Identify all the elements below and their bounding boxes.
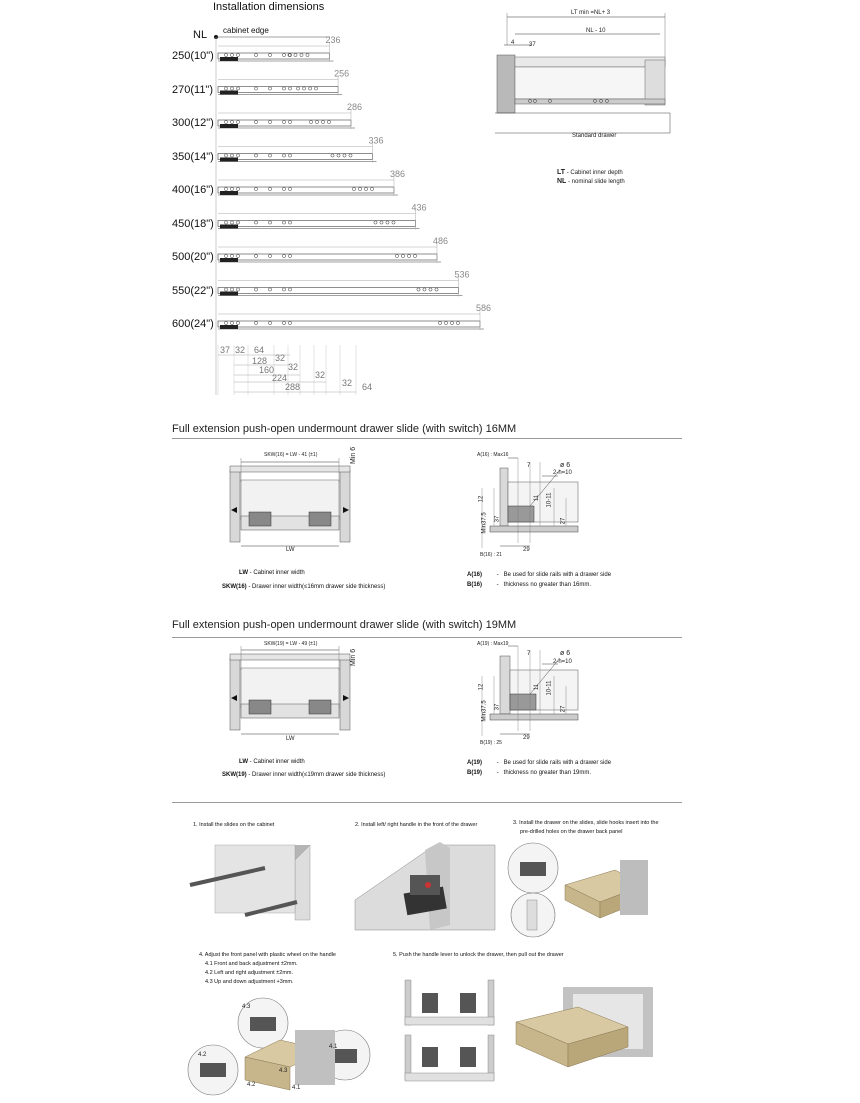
slide-size-label: 250(10") (172, 50, 214, 62)
step-5-pull-out (508, 982, 658, 1077)
slide-length-label: 386 (389, 169, 406, 179)
dim-7-19: 7 (527, 651, 531, 657)
slide-length-label: 586 (475, 303, 492, 313)
holes-16: 2-h=10 (553, 470, 572, 476)
dim-37-16: 37 (494, 515, 501, 523)
slide-row (218, 69, 349, 96)
dim-label: 32 (235, 345, 246, 355)
step-1-illustration (185, 840, 325, 935)
dim-12-16: 12 (478, 495, 485, 503)
dim-29-19: 29 (523, 735, 530, 741)
skw16-formula: SKW(16) = LW - 41 (±1) (264, 452, 318, 458)
slide-row (218, 102, 362, 129)
caption-lw-16: LW - Cabinet inner width (239, 570, 305, 576)
dim-4: 4 (511, 40, 515, 46)
adj-41-label: 4.1 (329, 1044, 338, 1050)
dim-label: 288 (285, 382, 301, 392)
slide-size-label: 350(14") (172, 150, 214, 163)
holes-19: 2-h=10 (553, 659, 572, 665)
step-2-text: 2. Install left/ right handle in the front of the drawer (355, 822, 478, 828)
legend-lt: LT - Cabinet inner depth (557, 169, 623, 176)
phi6-19: ø 6 (560, 650, 571, 657)
caption-skw-19: SKW(19) - Drawer inner width(≤19mm drawer side thickness) (222, 772, 386, 778)
slide-size-label: 400(16") (172, 184, 214, 196)
caption-lw-19: LW - Cabinet inner width (239, 759, 305, 765)
step-5-front-views (400, 975, 500, 1085)
dim-1011-19: 10-11 (546, 680, 553, 696)
a16-max: A(16) : Max16 (477, 452, 509, 458)
step-4-3-text: 4.3 Up and down adjustment +3mm. (205, 979, 294, 985)
step-4-text: 4. Adjust the front panel with plastic wheel on the handle (199, 952, 336, 958)
slide-size-label: 270(11") (172, 83, 214, 96)
adj-41b-label: 4.1 (292, 1085, 301, 1091)
adj-43-label: 4.3 (242, 1004, 251, 1010)
slide-row (218, 35, 341, 62)
dim-label: 64 (254, 345, 265, 355)
adj-43b-label: 4.3 (279, 1068, 288, 1074)
lw-19: LW (286, 736, 295, 742)
slide-length-label: 286 (346, 102, 363, 112)
dim-37: 37 (529, 42, 536, 48)
step-3-text-a: 3. Install the drawer on the slides, slide hooks insert into the (513, 820, 659, 826)
slide-row (218, 136, 384, 163)
slide-row (218, 203, 427, 230)
dim-label: 64 (362, 382, 373, 392)
slide-length-label: 256 (334, 68, 350, 79)
b19: B(19) : 25 (480, 740, 502, 746)
divider (172, 637, 682, 638)
note-a16: A(16) - Be used for slide rails with a drawer side (467, 572, 612, 578)
dim-27-19: 27 (560, 705, 567, 713)
slide-rail (218, 187, 394, 193)
adj-42b-label: 4.2 (247, 1082, 256, 1088)
nl-10-label: NL - 10 (586, 28, 606, 34)
slide-length-label: 486 (432, 236, 449, 246)
caption-skw-16: SKW(16) - Drawer inner width(≤16mm drawer side thickness) (222, 584, 386, 590)
dim-12-19: 12 (478, 683, 485, 691)
step-4-illustration (185, 995, 375, 1100)
lw-16: LW (286, 547, 295, 553)
dim-7-16: 7 (527, 463, 531, 469)
min6-19: Min 6 (350, 648, 357, 666)
installation-dimensions-drawing (0, 0, 500, 400)
nl-label: NL (193, 29, 208, 41)
slide-row (218, 270, 470, 297)
dim-1011-16: 10-11 (546, 492, 553, 508)
dim-29-16: 29 (523, 547, 530, 553)
cabinet-edge-label: cabinet edge (223, 26, 269, 35)
section-16mm-title: Full extension push-open undermount drawer slide (with switch) 16MM (172, 423, 517, 435)
dim-27-16: 27 (560, 517, 567, 525)
note-b19: B(19) - thickness no greater than 19mm. (467, 770, 592, 776)
step-2-illustration (350, 840, 500, 935)
slide-length-label: 336 (368, 135, 384, 146)
note-a19: A(19) - Be used for slide rails with a drawer side (467, 760, 612, 766)
adj-42-label: 4.2 (198, 1052, 207, 1058)
dim-min375-19: Min37.5 (481, 700, 488, 722)
slide-rail (218, 288, 458, 294)
phi6-16: ø 6 (560, 462, 571, 469)
dim-37-19: 37 (494, 703, 501, 711)
install-title: Installation dimensions (213, 1, 325, 13)
dim-label: 37 (220, 345, 231, 355)
slide-size-label: 600(24") (172, 318, 214, 330)
slide-row (218, 303, 491, 330)
slide-size-label: 300(12") (172, 117, 214, 129)
lt-label: LT min =NL+ 3 (571, 10, 611, 16)
front-view-16mm (225, 452, 365, 564)
dim-label: 32 (342, 378, 353, 388)
note-b16: B(16) - thickness no greater than 16mm. (467, 582, 592, 588)
slide-length-label: 236 (325, 35, 341, 45)
a19-max: A(19) : Max19 (477, 641, 509, 647)
divider (172, 802, 682, 803)
dim-label: 32 (275, 353, 286, 363)
step-4-1-text: 4.1 Front and back adjustment ±2mm. (205, 961, 298, 967)
dim-11-16: 11 (534, 494, 541, 502)
b16: B(16) : 21 (480, 552, 502, 558)
drawer-caption: Standard drawer (572, 133, 617, 139)
slide-size-label: 500(20") (172, 251, 214, 263)
step-4-2-text: 4.2 Left and right adjustment ±2mm. (205, 970, 294, 976)
slide-row (218, 169, 405, 196)
dim-label: 160 (259, 365, 275, 375)
slide-length-label: 536 (454, 269, 470, 280)
step-3-text-b: pre-drilled holes on the drawer back panel (520, 829, 623, 835)
slide-size-label: 450(18") (172, 217, 214, 230)
skw19-formula: SKW(19) = LW - 49 (±1) (264, 641, 318, 647)
slide-rail (218, 221, 415, 227)
legend-nl: NL - nominal slide length (557, 178, 625, 185)
slide-row (218, 236, 448, 263)
step-5-text: 5. Push the handle lever to unlock the drawer, then pull out the drawer (393, 952, 564, 958)
step-3-illustration (505, 840, 655, 940)
standard-drawer-drawing (495, 5, 685, 145)
min6-16: Min 6 (350, 446, 357, 464)
section-19mm-title: Full extension push-open undermount drawer slide (with switch) 19MM (172, 619, 517, 631)
dim-label: 32 (315, 370, 326, 380)
slide-length-label: 436 (411, 202, 427, 213)
front-view-19mm (225, 640, 365, 752)
dim-label: 32 (288, 362, 299, 372)
slide-size-label: 550(22") (172, 284, 214, 297)
dim-label: 224 (272, 373, 288, 383)
dim-min375-16: Min37.5 (481, 512, 488, 534)
divider (172, 438, 682, 439)
step-1-text: 1. Install the slides on the cabinet (193, 822, 275, 828)
dim-label: 128 (252, 356, 268, 366)
dim-11-19: 11 (534, 683, 541, 691)
